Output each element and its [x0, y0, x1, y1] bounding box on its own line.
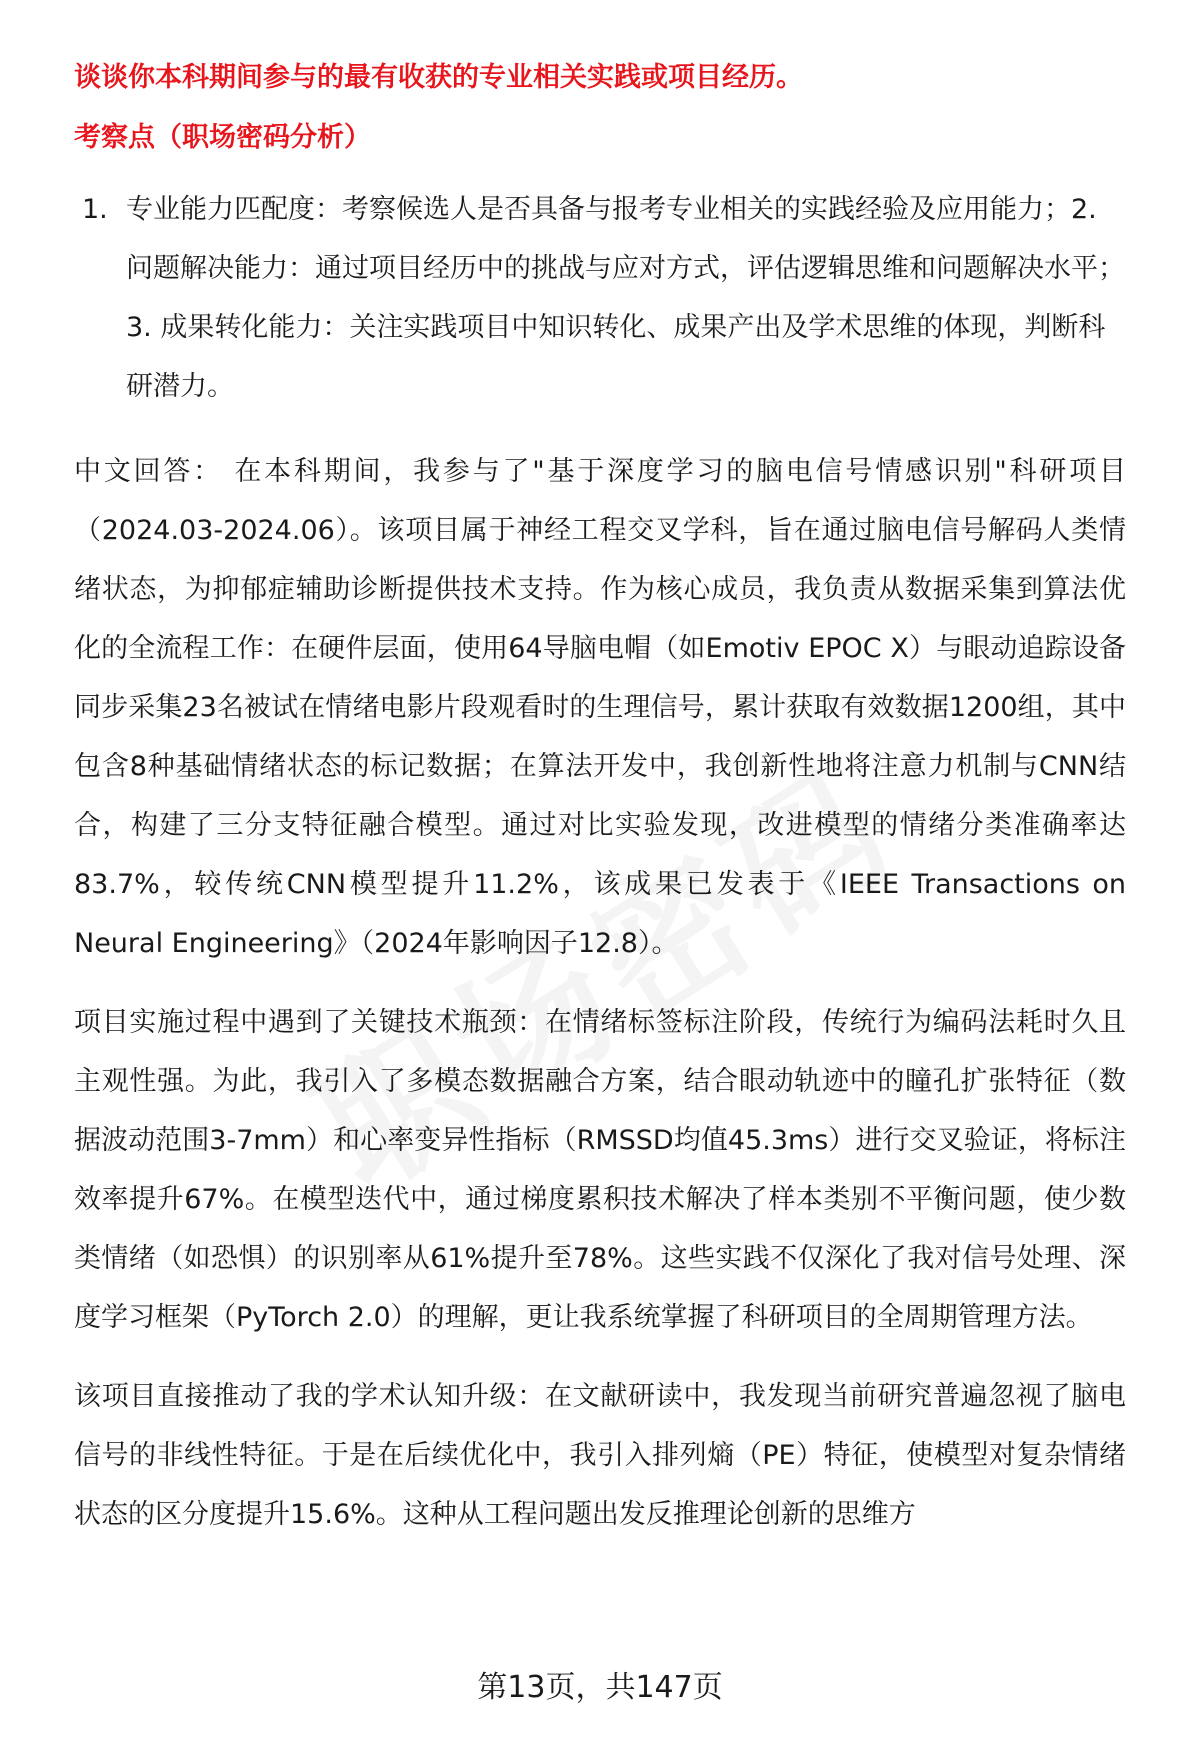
list-item-number: 1. [82, 194, 108, 225]
list-item-text: 专业能力匹配度：考察候选人是否具备与报考专业相关的实践经验及应用能力；2. 问题解决能力：通过项目经历中的挑战与应对方式，评估逻辑思维和问题解决水平；3. 成果转化能力：关注实践项目中知识转化、成果产出及学术思维的体现，判断科研潜力。 [126, 194, 1125, 402]
answer-paragraph-2: 项目实施过程中遇到了关键技术瓶颈：在情绪标签标注阶段，传统行为编码法耗时久且主观性强。为此，我引入了多模态数据融合方案，结合眼动轨迹中的瞳孔扩张特征（数据波动范围3-7mm）和心率变异性指标（RMSSD均值45.3ms）进行交叉验证，将标注效率提升67%。在模型迭代中，通过梯度累积技术解决了样本类别不平衡问题，使少数类情绪（如恐惧）的识别率从61%提升至78%。这些实践不仅深化了我对信号处理、深度学习框架（PyTorch 2.0）的理解，更让我系统掌握了科研项目的全周期管理方法。 [74, 1007, 1126, 1333]
exam-points-list [74, 180, 1126, 416]
answer-paragraph-1: 中文回答： 在本科期间，我参与了"基于深度学习的脑电信号情感识别"科研项目（2024.03-2024.06）。该项目属于神经工程交叉学科，旨在通过脑电信号解码人类情绪状态，为抑郁症辅助诊断提供技术支持。作为核心成员，我负责从数据采集到算法优化的全流程工作：在硬件层面，使用64导脑电帽（如Emotiv EPOC X）与眼动追踪设备同步采集23名被试在情绪电影片段观看时的生理信号，累计获取有效数据1200组，其中包含8种基础情绪状态的标记数据；在算法开发中，我创新性地将注意力机制与CNN结合，构建了三分支特征融合模型。通过对比实验发现，改进模型的情绪分类准确率达83.7%，较传统CNN模型提升11.2%，该成果已发表于《IEEE Transactions on Neural Engineering》（2024年影响因子12.8）。 [74, 456, 1126, 959]
question-heading: 谈谈你本科期间参与的最有收获的专业相关实践或项目经历。 [74, 62, 803, 93]
section-title: 考察点（职场密码分析） [74, 122, 371, 153]
page-number: 第13页，共147页 [477, 1670, 723, 1705]
list-item [82, 180, 1126, 416]
answer-paragraph-3: 该项目直接推动了我的学术认知升级：在文献研读中，我发现当前研究普遍忽视了脑电信号的非线性特征。于是在后续优化中，我引入排列熵（PE）特征，使模型对复杂情绪状态的区分度提升15.6%。这种从工程问题出发反推理论创新的思维方 [74, 1381, 1126, 1530]
